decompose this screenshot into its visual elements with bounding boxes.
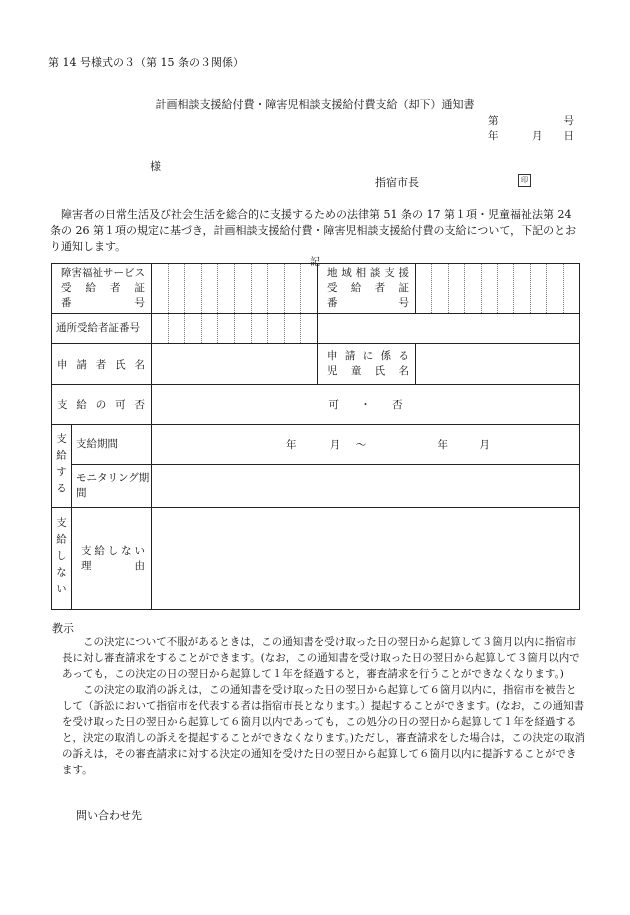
applicant-name-field[interactable] xyxy=(152,344,318,385)
monitoring-period-label: モニタリング期間 xyxy=(72,465,152,508)
notice-paragraph-1: この決定について不服があるときは，この通知書を受け取った日の翌日から起算して３箇月以内に指宿市長に対し審査請求をすることができます。(なお，この通知書を受け取った日の翌日から起算して３箇月以内であっても，この決定の日の翌日から起算して１年を経過すると，審査請求を行うことができなくなります。) xyxy=(62,636,580,680)
notice-heading: 教示 xyxy=(52,622,74,635)
day-service-label: 通所受給者証番号 xyxy=(52,314,152,344)
date-month: 月 xyxy=(532,130,543,142)
welfare-service-label: 障害福祉サービス 受 給 者 証 番 号 xyxy=(52,264,152,314)
approval-choice[interactable] xyxy=(152,385,580,425)
notice-paragraph-2: この決定の取消の訴えは，この通知書を受け取った日の翌日から起算して６箇月以内に，指宿市を被告として（訴訟において指宿市を代表する者は指宿市長となります。）提起することができます。(なお，この通知書を受け取った日の翌日から起算して６箇月以内であっても，この処分の日の翌日から起算して１年を経過すると，決定の取消しの訴えを提起することができなくなります。)ただし，審査請求をした場合は，この決定の取消の訴えは，その審査請求に対する決定の通知を受けた日の翌日から起算して６箇月以内に提訴することができます。 xyxy=(62,684,586,776)
blank-cell xyxy=(318,314,580,344)
contact-label: 問い合わせ先 xyxy=(76,809,142,822)
period-field[interactable]: 年 月 ～ 年 月 xyxy=(152,425,580,465)
addressee-suffix: 様 xyxy=(150,160,161,173)
day-service-number-field[interactable] xyxy=(152,314,318,344)
period-label: 支給期間 xyxy=(72,425,152,465)
notice-text xyxy=(50,634,585,778)
grant-section-label: 支給する xyxy=(52,425,72,508)
welfare-service-number-field[interactable] xyxy=(152,264,318,314)
number-go: 号 xyxy=(563,115,574,127)
document-title: 計画相談支援給付費・障害児相談支援給付費支給（却下）通知書 xyxy=(155,98,475,111)
regional-support-number-field[interactable] xyxy=(416,264,580,314)
child-name-field[interactable] xyxy=(416,344,580,385)
seal-icon: 印 xyxy=(518,174,531,187)
no-grant-reason-label: 支給しない 理 由 xyxy=(72,508,152,610)
date-day: 日 xyxy=(563,130,574,142)
applicant-name-label: 申請者氏名 xyxy=(52,344,152,385)
issuer-name: 指宿市長 xyxy=(375,176,419,189)
notice-table xyxy=(51,263,580,610)
approval-dot: ・ xyxy=(360,399,371,411)
approval-label: 支給の可否 xyxy=(52,385,152,425)
approval-no[interactable]: 否 xyxy=(392,399,403,411)
monitoring-period-field[interactable] xyxy=(152,465,580,508)
child-name-label: 申請に係る 児童氏名 xyxy=(318,344,416,385)
no-grant-section-label: 支給しない xyxy=(52,508,72,610)
no-grant-reason-field[interactable] xyxy=(152,508,580,610)
ki-label: 記 xyxy=(310,257,320,268)
approval-yes[interactable]: 可 xyxy=(328,399,339,411)
date-year: 年 xyxy=(488,130,499,142)
body-paragraph: 障害者の日常生活及び社会生活を総合的に支援するための法律第 51 条の 17 第１項・児童福祉法第 24 条の 26 第１項の規定に基づき，計画相談支援給付費・障害児相談支援給付費の支給について，下記のとおり通知します。 xyxy=(50,208,577,253)
form-number: 第 14 号様式の３（第 15 条の３関係） xyxy=(48,56,244,69)
regional-support-label: 地域相談支援 受 給 者 証 番 号 xyxy=(318,264,416,314)
number-dai: 第 xyxy=(488,115,499,127)
